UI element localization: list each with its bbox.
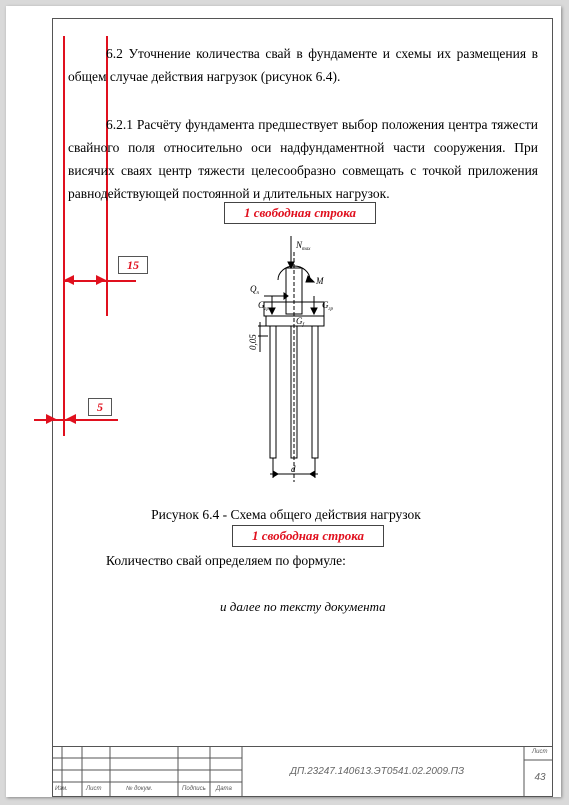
label-g-left: $G_{гр}$ (258, 300, 269, 312)
arrow-head-left-icon (64, 275, 74, 285)
free-line-marker-top: 1 свободная строка (224, 202, 376, 224)
figure-caption: Рисунок 6.4 - Схема общего действия нагрузок (151, 507, 421, 522)
section-heading: 6.2 Уточнение количества свай в фундаменте и схемы их размещения в общем случае действия нагрузок (рисунок 6.4). (68, 46, 538, 84)
col-sign: Подпись (182, 786, 206, 792)
margin-value-5: 5 (88, 398, 112, 416)
margin-guide-line-outer (63, 36, 65, 436)
grillage-base (266, 316, 324, 326)
title-block (52, 746, 553, 797)
arrow-head-left-icon (66, 414, 76, 424)
sheet-label: Лист (532, 749, 548, 755)
col-date: Дата (216, 786, 232, 792)
label-005: 0,05 (248, 334, 258, 350)
document-page (6, 6, 561, 797)
continuation-note: и далее по тексту документа (220, 599, 386, 614)
label-n: $N_{max}$ (296, 240, 311, 252)
col-list: Лист (86, 786, 102, 792)
pile-right (312, 326, 318, 458)
col-doc: № докум. (126, 786, 153, 792)
label-q: $Q_n$ (250, 284, 259, 296)
label-g-center: $G_f$ (296, 316, 304, 328)
free-line-marker-bottom: 1 свободная строка (232, 525, 384, 547)
arrow-head-right-icon (96, 275, 106, 285)
label-g-right: $G_{гр}$ (322, 300, 333, 312)
arrow-head-right-icon (46, 414, 56, 424)
col-izm: Изм. (55, 786, 68, 792)
pile-left (270, 326, 276, 458)
indent-value-15: 15 (118, 256, 148, 274)
sheet-number: 43 (534, 772, 546, 783)
paragraph-6-2-1: 6.2.1 Расчёту фундамента предшествует выбор положения центра тяжести свайного поля относительно оси надфундаментной части сооружения. При висячих сваях центр тяжести целесообразно совмещать с точкой приложения равнодействующей постоянной и длительных нагрузок. (68, 117, 538, 201)
label-d: d (291, 464, 296, 474)
label-m: M (316, 276, 324, 286)
document-code: ДП.23247.140613.ЭТ0541.02.2009.ПЗ (290, 766, 465, 777)
pile-foundation-diagram (234, 232, 338, 482)
formula-intro: Количество свай определяем по формуле: (106, 553, 346, 568)
